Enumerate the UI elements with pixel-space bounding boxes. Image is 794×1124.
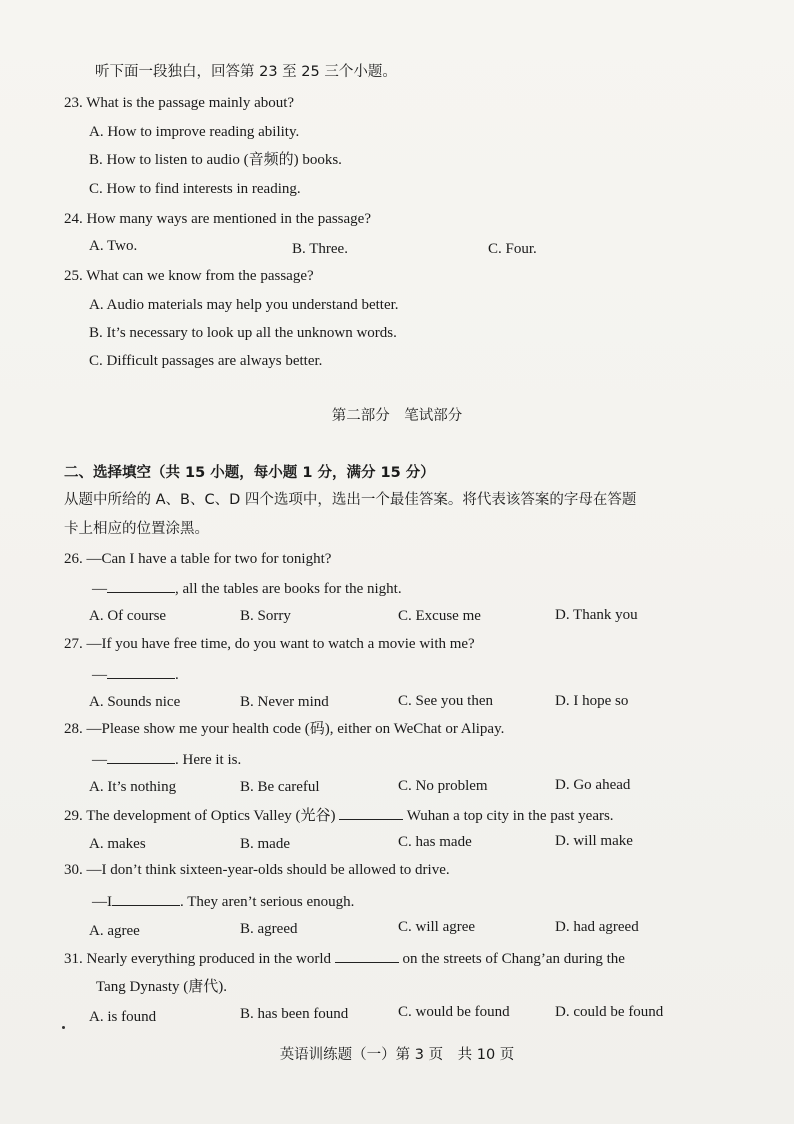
- question-28-option-a: A. It’s nothing: [89, 779, 177, 795]
- question-26-option-c: C. Excuse me: [398, 608, 481, 624]
- question-31-option-c: C. would be found: [398, 1004, 510, 1020]
- answer-blank: [339, 805, 403, 820]
- question-24-option-a: A. Two.: [89, 238, 138, 254]
- question-27-prompt: 27. —If you have free time, do you want to watch a movie with me?: [64, 636, 475, 652]
- question-26-option-a: A. Of course: [89, 608, 167, 624]
- question-25-option-b: B. It’s necessary to look up all the unknown words.: [89, 325, 397, 341]
- question-30-prompt: 30. —I don’t think sixteen-year-olds should be allowed to drive.: [64, 862, 450, 878]
- question-29-prompt-end: Wuhan a top city in the past years.: [406, 808, 614, 824]
- question-27-option-c: C. See you then: [398, 693, 493, 709]
- question-24-stem: 24. How many ways are mentioned in the passage?: [64, 211, 371, 227]
- question-25-option-c: C. Difficult passages are always better.: [89, 353, 323, 369]
- question-30-option-b: B. agreed: [240, 921, 298, 937]
- question-29-prompt: [64, 805, 614, 825]
- question-30-option-a: A. agree: [89, 923, 140, 939]
- question-28-response: [92, 749, 241, 769]
- question-27-option-b: B. Never mind: [240, 694, 329, 710]
- question-31-prompt: [64, 948, 625, 968]
- page-footer: 英语训练题（一）第 3 页 共 10 页: [279, 1047, 515, 1063]
- answer-blank: [107, 664, 175, 679]
- question-23-stem: 23. What is the passage mainly about?: [64, 95, 295, 111]
- listening-intro: 听下面一段独白，回答第 23 至 25 三个小题。: [95, 64, 397, 80]
- question-28-response-text: . Here it is.: [175, 752, 242, 768]
- question-26-response-text: , all the tables are books for the night.: [175, 581, 402, 597]
- question-25-stem: 25. What can we know from the passage?: [64, 268, 314, 284]
- question-26-prompt: 26. —Can I have a table for two for tonight?: [64, 551, 332, 567]
- question-23-option-c: C. How to find interests in reading.: [89, 181, 301, 197]
- question-26-option-b: B. Sorry: [240, 608, 291, 624]
- question-29-prompt-start: 29. The development of Optics Valley (光谷): [64, 808, 336, 824]
- section-instructions-line-1: 从题中所给的 A、B、C、D 四个选项中，选出一个最佳答案。将代表该答案的字母在答题: [64, 492, 637, 508]
- question-29-option-a: A. makes: [89, 836, 146, 852]
- answer-blank: [112, 891, 180, 906]
- question-28-prompt: 28. —Please show me your health code (码), either on WeChat or Alipay.: [64, 721, 505, 737]
- question-30-option-d: D. had agreed: [555, 919, 639, 935]
- question-28-dash: —: [92, 752, 107, 768]
- question-24-option-c: C. Four.: [488, 241, 537, 257]
- section-instructions-line-2: 卡上相应的位置涂黑。: [64, 521, 209, 537]
- question-30-response-text: . They aren’t serious enough.: [180, 894, 355, 910]
- question-31-option-b: B. has been found: [240, 1006, 349, 1022]
- question-31-prompt-start: 31. Nearly everything produced in the world: [64, 951, 332, 967]
- question-25-option-a: A. Audio materials may help you understand better.: [89, 297, 399, 313]
- question-27-response-text: .: [175, 667, 179, 683]
- question-29-option-b: B. made: [240, 836, 290, 852]
- question-29-option-d: D. will make: [555, 833, 633, 849]
- question-31-option-d: D. could be found: [555, 1004, 664, 1020]
- question-27-option-a: A. Sounds nice: [89, 694, 181, 710]
- answer-blank: [107, 578, 175, 593]
- question-27-dash: —: [92, 667, 107, 683]
- stray-mark: [62, 1026, 65, 1029]
- question-23-option-a: A. How to improve reading ability.: [89, 124, 300, 140]
- question-29-option-c: C. has made: [398, 834, 472, 850]
- answer-blank: [335, 948, 399, 963]
- question-24-option-b: B. Three.: [292, 241, 348, 257]
- question-30-dash: —I: [92, 894, 112, 910]
- question-31-prompt-line-2: Tang Dynasty (唐代).: [96, 979, 228, 995]
- question-28-option-d: D. Go ahead: [555, 777, 631, 793]
- question-31-option-a: A. is found: [89, 1009, 157, 1025]
- question-27-option-d: D. I hope so: [555, 693, 629, 709]
- question-28-option-b: B. Be careful: [240, 779, 320, 795]
- answer-blank: [107, 749, 175, 764]
- question-31-prompt-end: on the streets of Chang’an during the: [402, 951, 625, 967]
- part-two-title: 第二部分 笔试部分: [331, 408, 463, 424]
- section-title: 二、选择填空（共 15 小题，每小题 1 分，满分 15 分）: [64, 465, 435, 481]
- question-26-dash: —: [92, 581, 107, 597]
- question-30-response: [92, 891, 354, 911]
- question-26-option-d: D. Thank you: [555, 607, 638, 623]
- question-30-option-c: C. will agree: [398, 919, 476, 935]
- question-26-response: [92, 578, 402, 598]
- question-28-option-c: C. No problem: [398, 778, 488, 794]
- question-23-option-b: B. How to listen to audio (音频的) books.: [89, 152, 342, 168]
- question-27-response: [92, 664, 179, 684]
